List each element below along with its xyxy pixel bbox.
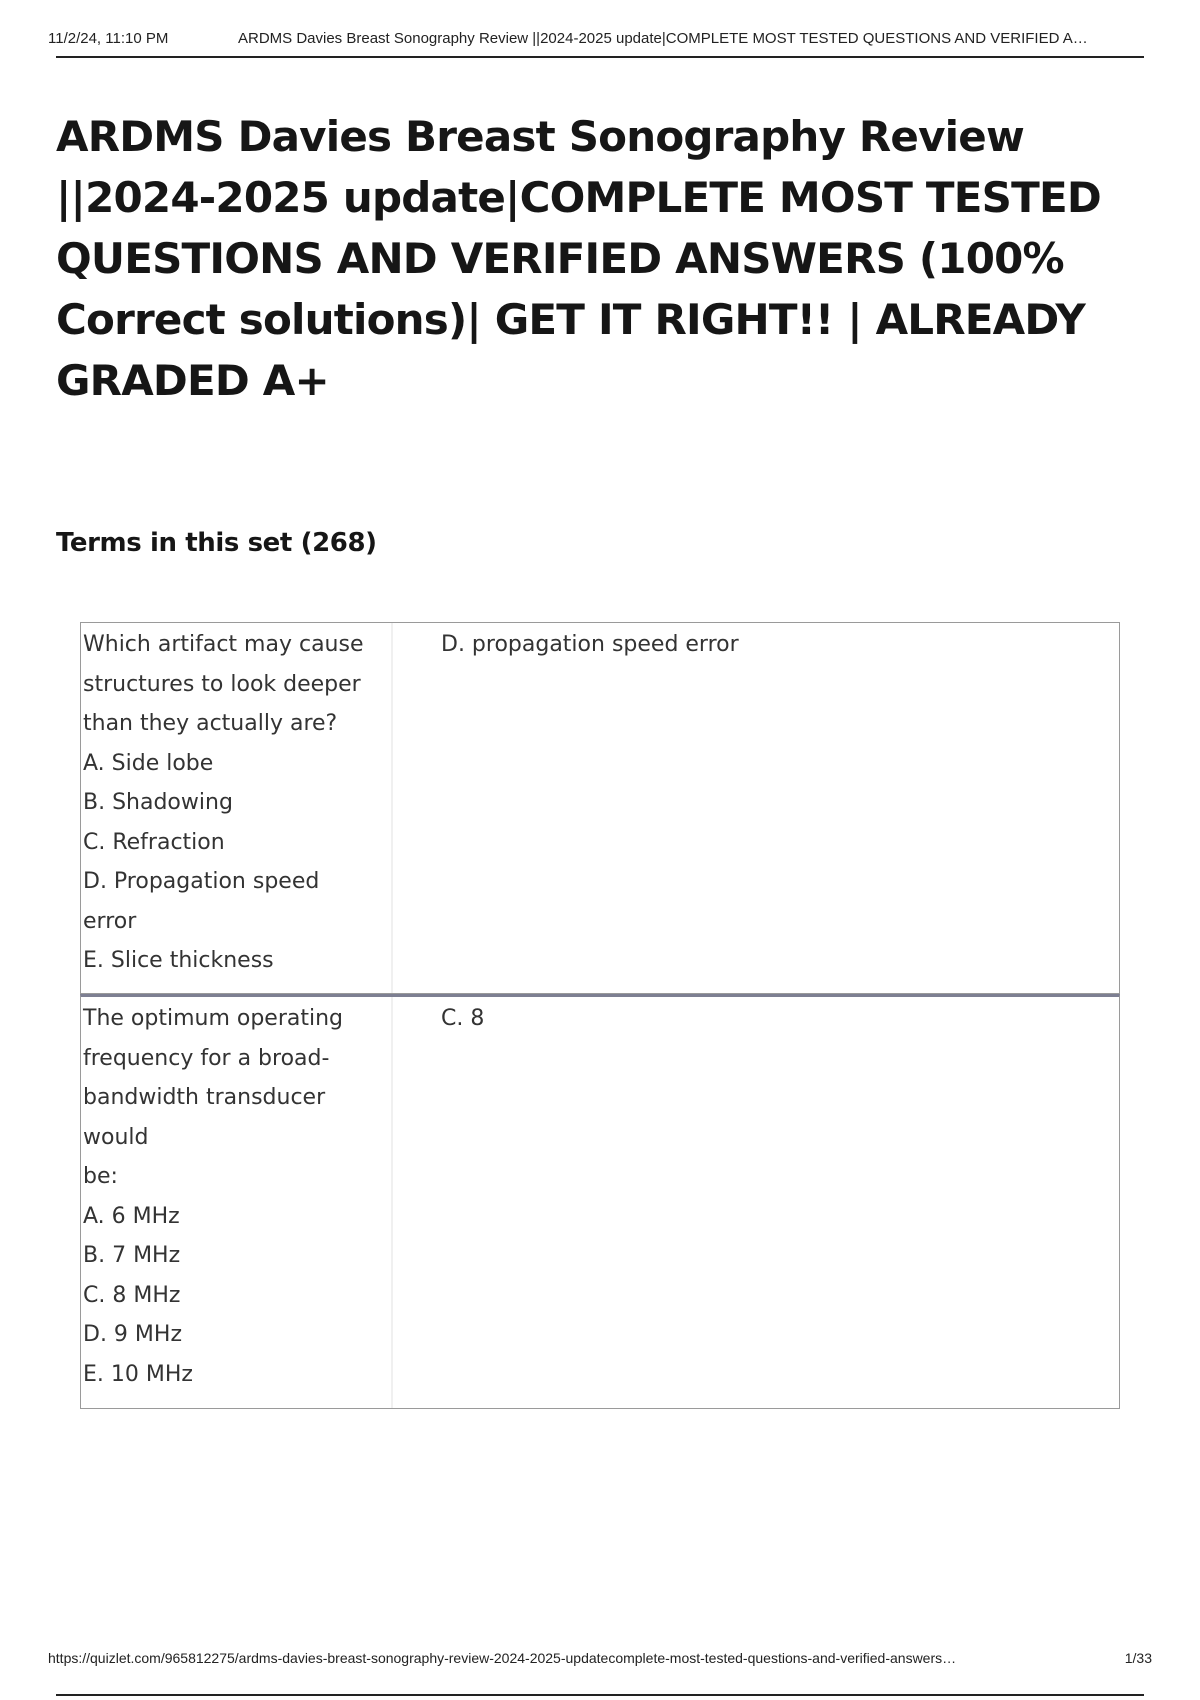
card-divider <box>391 997 393 1408</box>
term-line: frequency for a broad- <box>83 1045 330 1071</box>
term-text <box>83 999 388 1394</box>
term-line: B. Shadowing <box>83 790 233 815</box>
term-line: Which artifact may cause <box>83 632 364 657</box>
definition-text: D. propagation speed error <box>441 632 739 657</box>
term-line: bandwidth transducer <box>83 1085 326 1110</box>
term-text <box>83 625 388 981</box>
title-line: GRADED A+ <box>56 356 329 405</box>
title-line: Correct solutions)| GET IT RIGHT!! | ALREADY <box>56 295 1086 344</box>
term-line: would <box>83 1124 149 1150</box>
term-line: A. Side lobe <box>83 750 214 776</box>
term-line: E. Slice thickness <box>83 948 274 973</box>
term-line: structures to look deeper <box>83 671 361 697</box>
term-line: B. 7 MHz <box>83 1243 181 1268</box>
term-line: D. Propagation speed <box>83 869 320 894</box>
term-line: A. 6 MHz <box>83 1203 180 1229</box>
term-line: C. Refraction <box>83 829 225 855</box>
print-datetime: 11/2/24, 11:10 PM <box>48 30 169 47</box>
term-card <box>80 994 1120 1409</box>
print-footer <box>48 1650 1152 1672</box>
document-title <box>56 106 1116 411</box>
footer-rule <box>56 1694 1144 1696</box>
title-line: QUESTIONS AND VERIFIED ANSWERS (100% <box>56 234 1064 283</box>
term-card <box>80 622 1120 994</box>
header-rule <box>56 56 1144 58</box>
term-line: error <box>83 908 137 934</box>
definition-text: C. 8 <box>441 1006 485 1031</box>
term-line: E. 10 MHz <box>83 1361 193 1387</box>
print-page-title: ARDMS Davies Breast Sonography Review ||2024-2025 update|COMPLETE MOST TESTED QUESTIONS AND VERIFIED A… <box>238 30 1088 47</box>
terms-list <box>80 622 1120 1409</box>
term-line: D. 9 MHz <box>83 1322 182 1347</box>
print-header <box>48 28 1144 52</box>
title-line: ARDMS Davies Breast Sonography Review <box>56 112 1024 161</box>
title-line: ||2024-2025 update|COMPLETE MOST TESTED <box>56 173 1101 222</box>
terms-heading: Terms in this set (268) <box>56 528 377 558</box>
page-number: 1/33 <box>1124 1650 1152 1666</box>
term-line: than they actually are? <box>83 711 338 736</box>
term-line: C. 8 MHz <box>83 1282 181 1308</box>
term-line: be: <box>83 1164 118 1189</box>
card-divider <box>391 623 393 993</box>
print-url: https://quizlet.com/965812275/ardms-davies-breast-sonography-review-2024-2025-updatecomplete-most-tested-questions-and-verified-answers… <box>48 1650 957 1666</box>
term-line: The optimum operating <box>83 1006 344 1031</box>
